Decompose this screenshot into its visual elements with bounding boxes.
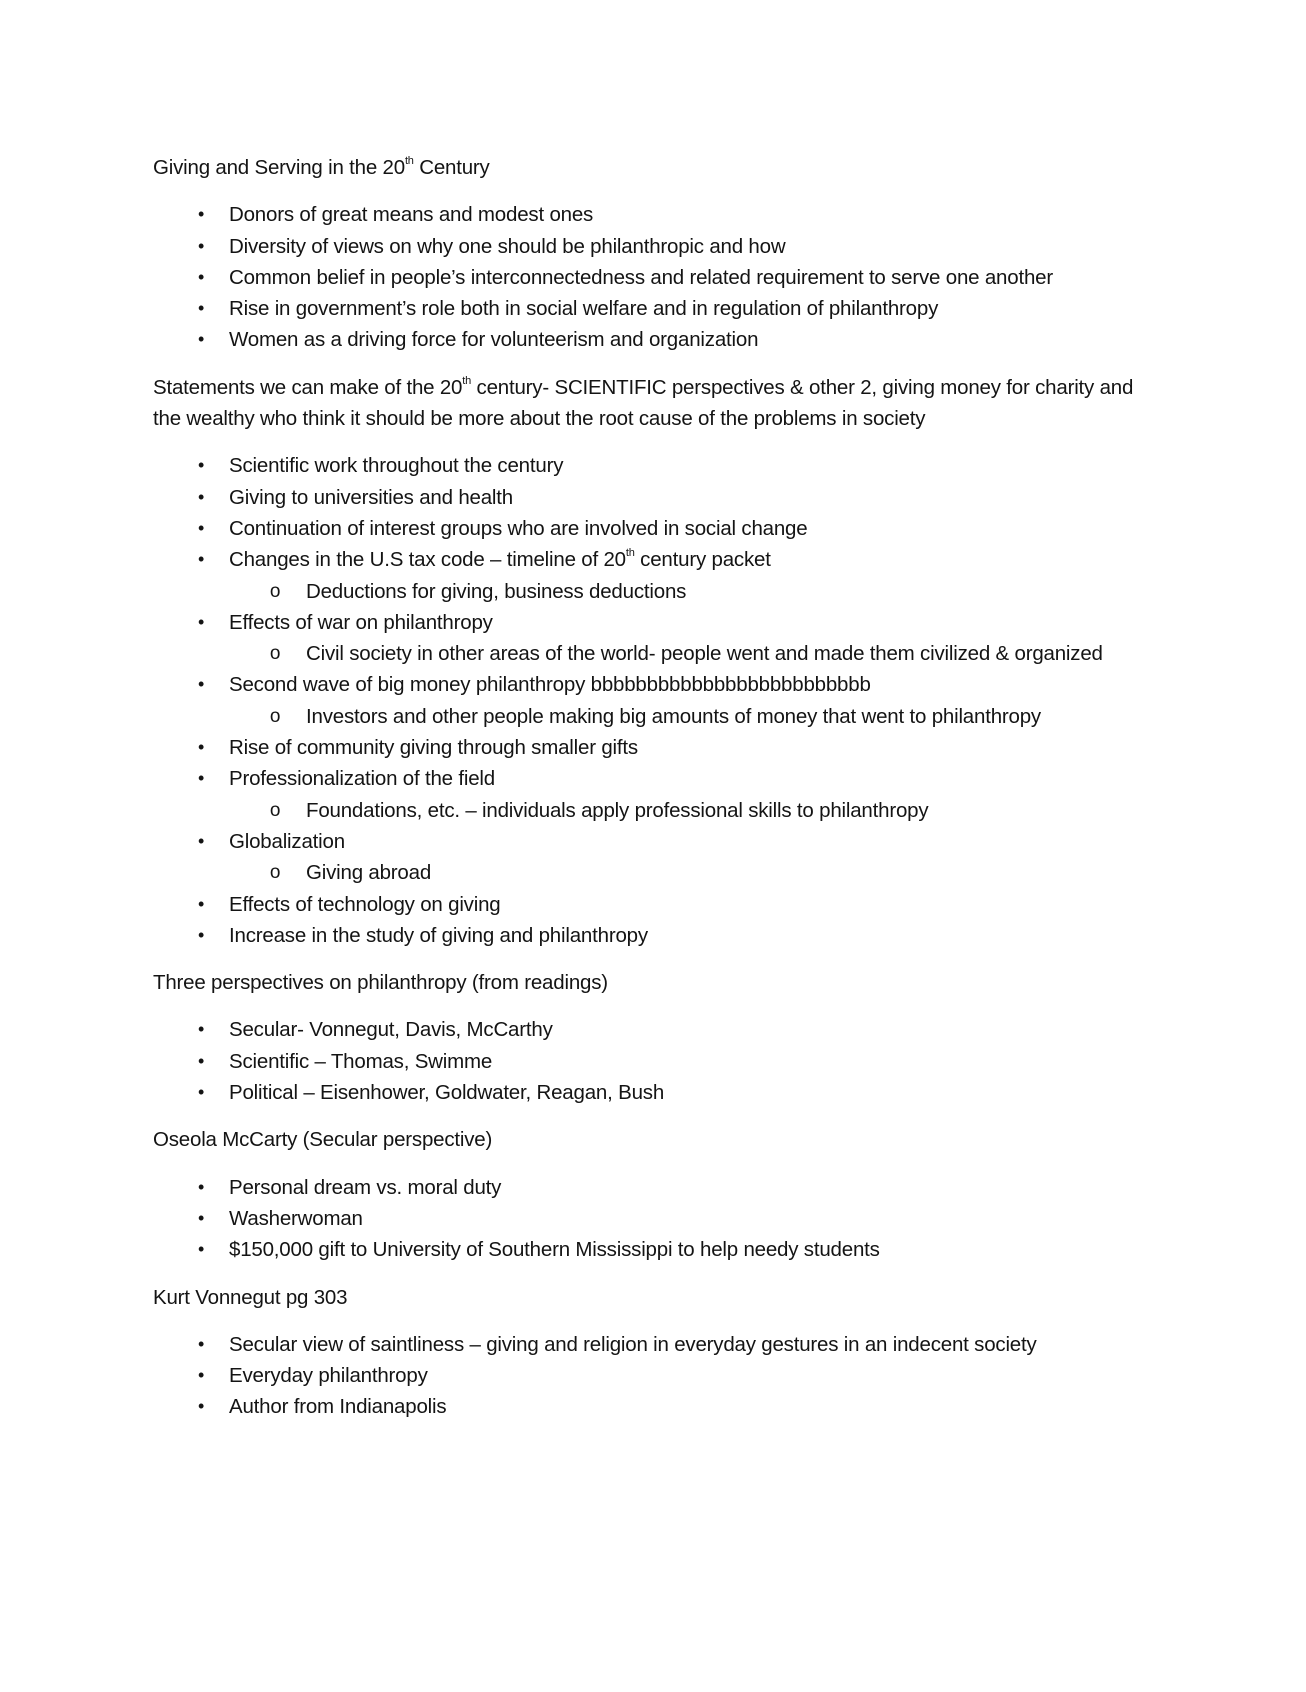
list-item (153, 199, 1153, 230)
bullet-icon: • (197, 486, 205, 507)
list-item (153, 1203, 1153, 1234)
sub-list-item (229, 638, 1153, 669)
bullet-icon: • (197, 517, 205, 538)
bullet-icon: • (197, 768, 205, 789)
sub-list-item (229, 857, 1153, 888)
list-item-text: Diversity of views on why one should be philanthropic and how (229, 234, 786, 258)
heading-text: Kurt Vonnegut pg 303 (153, 1285, 348, 1309)
bullet-icon: • (197, 1207, 205, 1228)
bullet-list (153, 1014, 1153, 1108)
bullet-list (153, 450, 1153, 951)
list-item-text: Donors of great means and modest ones (229, 203, 594, 227)
list-item-text: Author from Indianapolis (229, 1395, 447, 1419)
bullet-icon: • (197, 830, 205, 851)
document-page (153, 152, 1153, 1439)
bullet-icon: • (197, 1396, 205, 1417)
list-item (153, 1046, 1153, 1077)
section-heading (153, 152, 1153, 183)
list-item (153, 1360, 1153, 1391)
list-item-text: Effects of war on philanthropy (229, 610, 493, 634)
bullet-icon: • (197, 1239, 205, 1260)
list-item-text: Continuation of interest groups who are involved in social change (229, 516, 808, 540)
sub-list-item-text: Giving abroad (306, 861, 432, 885)
bullet-icon: • (197, 1082, 205, 1103)
list-item (153, 1391, 1153, 1422)
list-item-text: Common belief in people’s interconnectedness and related requirement to serve one another (229, 265, 1053, 289)
list-item (153, 732, 1153, 763)
list-item-text: Secular- Vonnegut, Davis, McCarthy (229, 1018, 553, 1042)
list-item (153, 293, 1153, 324)
heading-text-continued: century- SCIENTIFIC perspectives & other 2, giving money for charity and the wealthy who think it should be more about the root cause of the problems in society (153, 375, 1134, 431)
heading-superscript: th (404, 155, 414, 168)
list-item-text: Everyday philanthropy (229, 1364, 428, 1388)
list-item-text: Scientific work throughout the century (229, 454, 564, 478)
list-item-text: Professionalization of the field (229, 767, 495, 791)
list-item-text: Second wave of big money philanthropy bbbbbbbbbbbbbbbbbbbbbbbbb (229, 673, 871, 697)
sub-list-item-text: Civil society in other areas of the world- people went and made them civilized & organized (306, 642, 1103, 666)
list-item-text: Personal dream vs. moral duty (229, 1175, 502, 1199)
heading-text: Statements we can make of the 20 (153, 375, 463, 399)
bullet-list (153, 1329, 1153, 1423)
bullet-icon: • (197, 1050, 205, 1071)
list-item-text: Increase in the study of giving and philanthropy (229, 923, 648, 947)
bullet-icon: • (197, 611, 205, 632)
bullet-icon: • (197, 1176, 205, 1197)
list-item-text-continued: century packet (634, 548, 771, 572)
bullet-icon: • (197, 1365, 205, 1386)
section-heading (153, 372, 1153, 435)
section-heading (153, 1282, 1153, 1313)
heading-text: Three perspectives on philanthropy (from readings) (153, 971, 608, 995)
list-item-text: Washerwoman (229, 1206, 363, 1230)
list-item (153, 1234, 1153, 1265)
bullet-icon: • (197, 1019, 205, 1040)
list-item (153, 889, 1153, 920)
list-item (153, 607, 1153, 670)
sub-list-item-text: Foundations, etc. – individuals apply professional skills to philanthropy (306, 798, 929, 822)
list-item (153, 1172, 1153, 1203)
bullet-icon: • (197, 737, 205, 758)
list-item (153, 669, 1153, 732)
bullet-icon: • (197, 1333, 205, 1354)
list-item (153, 482, 1153, 513)
bullet-icon: • (197, 266, 205, 287)
heading-superscript: th (462, 374, 472, 387)
bullet-list (153, 1172, 1153, 1266)
bullet-list (153, 199, 1153, 355)
circle-bullet-icon: o (269, 862, 281, 884)
circle-bullet-icon: o (269, 799, 281, 821)
list-item (153, 544, 1153, 607)
circle-bullet-icon: o (269, 580, 281, 602)
sub-list-item (229, 795, 1153, 826)
list-item-text: Giving to universities and health (229, 485, 513, 509)
sub-bullet-list (229, 795, 1153, 826)
sub-list-item (229, 701, 1153, 732)
circle-bullet-icon: o (269, 643, 281, 665)
bullet-icon: • (197, 329, 205, 350)
heading-text: Oseola McCarty (Secular perspective) (153, 1128, 493, 1152)
bullet-icon: • (197, 924, 205, 945)
list-item-text: $150,000 gift to University of Southern Mississippi to help needy students (229, 1238, 880, 1262)
heading-text-continued: Century (413, 156, 490, 179)
list-item (153, 231, 1153, 262)
list-item-text: Changes in the U.S tax code – timeline of 20 (229, 548, 626, 572)
sub-bullet-list (229, 638, 1153, 669)
list-item (153, 262, 1153, 293)
list-item (153, 920, 1153, 951)
section-heading (153, 967, 1153, 998)
bullet-icon: • (197, 674, 205, 695)
list-item-superscript: th (625, 547, 635, 560)
bullet-icon: • (197, 893, 205, 914)
sub-list-item (229, 576, 1153, 607)
list-item-text: Rise in government’s role both in social welfare and in regulation of philanthropy (229, 297, 939, 321)
bullet-icon: • (197, 204, 205, 225)
list-item (153, 1329, 1153, 1360)
list-item (153, 324, 1153, 355)
bullet-icon: • (197, 455, 205, 476)
list-item-text: Scientific – Thomas, Swimme (229, 1049, 493, 1073)
sub-bullet-list (229, 576, 1153, 607)
section-heading (153, 1124, 1153, 1155)
heading-text: Giving and Serving in the 20 (153, 156, 405, 179)
sub-bullet-list (229, 701, 1153, 732)
circle-bullet-icon: o (269, 705, 281, 727)
list-item (153, 1014, 1153, 1045)
list-item (153, 763, 1153, 826)
list-item-text: Globalization (229, 829, 345, 853)
list-item-text: Effects of technology on giving (229, 892, 501, 916)
sub-bullet-list (229, 857, 1153, 888)
bullet-icon: • (197, 549, 205, 570)
sub-list-item-text: Deductions for giving, business deductions (306, 579, 687, 603)
bullet-icon: • (197, 235, 205, 256)
list-item-text: Rise of community giving through smaller gifts (229, 736, 638, 760)
list-item (153, 450, 1153, 481)
list-item-text: Secular view of saintliness – giving and religion in everyday gestures in an indecent society (229, 1332, 1037, 1356)
sub-list-item-text: Investors and other people making big amounts of money that went to philanthropy (306, 704, 1041, 728)
list-item (153, 1077, 1153, 1108)
list-item-text: Political – Eisenhower, Goldwater, Reagan, Bush (229, 1081, 665, 1105)
list-item (153, 513, 1153, 544)
list-item-text: Women as a driving force for volunteerism and organization (229, 328, 759, 352)
bullet-icon: • (197, 298, 205, 319)
list-item (153, 826, 1153, 889)
